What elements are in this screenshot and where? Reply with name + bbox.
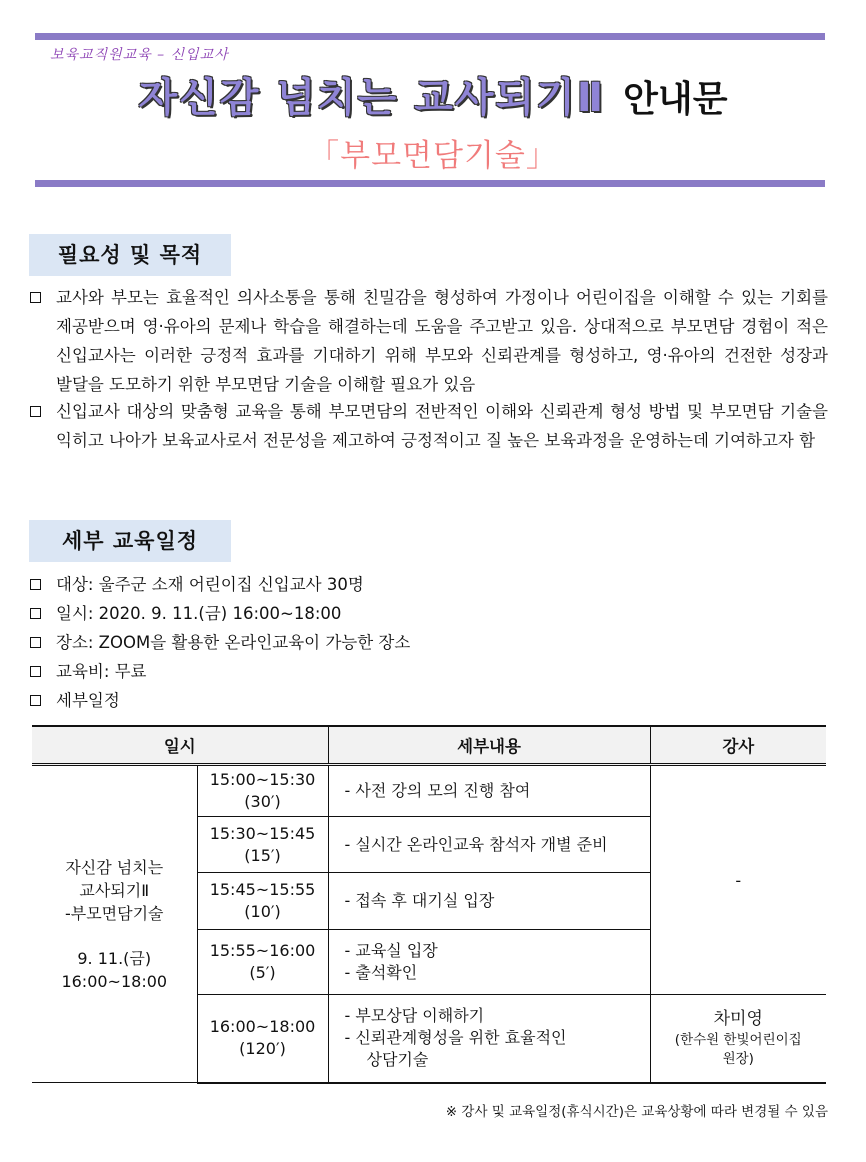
content-line: - 실시간 온라인교육 참석자 개별 준비 [344,834,608,854]
purpose-item: 교사와 부모는 효율적인 의사소통을 통해 친밀감을 형성하여 가정이나 어린이집을 이해할 수 있는 기회를 제공받으며 영·유아의 문제나 학습을 해결하는데 도움을 주고받고 있음. 상대적으로 부모면담 경험이 적은 신입교사는 이러한 긍정적 효과를 기대하기 위해 부모와 신뢰관계를 형성하고, 영·유아의 건전한 성장과 발달을 도모하기 위한 부모면담 기술을 이해할 필요가 있음 [56,288,828,394]
header-bottom-divider [35,180,825,187]
content-line: - 교육실 입장 [344,941,438,960]
session-time: 16:00~18:00 [61,971,168,991]
checkbox-bullet-icon [30,608,41,619]
time-cell [197,873,328,930]
content-cell [328,765,650,817]
time-range: 15:30~15:45 [209,823,316,843]
checkbox-bullet-icon [30,666,41,677]
detail-place: 장소: ZOOM을 활용한 온라인교육이 가능한 장소 [56,633,411,652]
detail-target: 대상: 울주군 소재 어린이집 신입교사 30명 [56,575,364,594]
content-line: - 부모상담 이해하기 [344,1006,485,1026]
checkbox-bullet-icon [30,406,41,417]
instructor-org-line2: 원장) [722,1051,754,1068]
page-title [0,66,866,123]
content-line: - 접속 후 대기실 입장 [344,891,495,910]
instructor-org-line1: (한수원 한빛어린이집 [674,1032,802,1049]
content-line: - 신뢰관계형성을 위한 효율적인 [344,1028,567,1048]
content-cell [328,995,650,1083]
detail-schedule-label: 세부일정 [56,691,120,710]
instructor-name: 차미영 [713,1009,763,1030]
checkbox-bullet-icon [30,579,41,590]
schedule-table [32,725,826,1084]
checkbox-bullet-icon [30,292,41,303]
content-line: 상담기술 [366,1050,429,1070]
time-duration: (15′) [244,845,281,865]
time-cell [197,765,328,817]
purpose-item: 신입교사 대상의 맞춤형 교육을 통해 부모면담의 전반적인 이해와 신뢰관계 형성 방법 및 부모면담 기술을 익히고 나아가 보육교사로서 전문성을 제고하여 긍정적이고 질 높은 보육과정을 운영하는데 기여하고자 함 [56,402,828,450]
time-duration: (10′) [244,902,281,921]
section-heading-purpose: 필요성 및 목적 [29,234,231,276]
time-cell [197,817,328,873]
section-heading-schedule: 세부 교육일정 [29,520,231,562]
content-line: - 사전 강의 모의 진행 참여 [344,781,531,800]
checkbox-bullet-icon [30,695,41,706]
page-title-main: 자신감 넘치는 교사되기Ⅱ [138,75,606,121]
header-content: 세부내용 [328,726,650,765]
instructor-cell-pre: - [650,765,826,995]
time-cell [197,930,328,995]
time-range: 15:55~16:00 [209,941,316,960]
time-range: 16:00~18:00 [209,1017,316,1037]
session-title-line2: 교사되기Ⅱ [79,880,150,900]
table-row [32,765,826,817]
time-cell [197,995,328,1083]
header-instructor: 강사 [650,726,826,765]
header-date: 일시 [32,726,328,765]
time-duration: (30′) [244,792,281,811]
content-cell [328,873,650,930]
detail-fee: 교육비: 무료 [56,662,147,681]
table-header-row [32,726,826,765]
session-title-line3: -부모면담기술 [64,903,164,923]
page-title-suffix: 안내문 [623,79,728,120]
header-subtitle: 보육교직원교육 – 신입교사 [50,47,229,63]
header-top-divider [35,33,825,40]
time-duration: (5′) [249,963,276,982]
session-date: 9. 11.(금) [77,948,152,968]
page-topic: 「부모면담기술」 [308,138,558,174]
instructor-cell-main [650,995,826,1083]
content-line: - 출석확인 [344,963,418,982]
content-cell [328,817,650,873]
time-duration: (120′) [239,1039,286,1059]
time-range: 15:00~15:30 [209,770,316,789]
schedule-footnote: ※ 강사 및 교육일정(휴식시간)은 교육상황에 따라 변경될 수 있음 [445,1104,828,1120]
time-range: 15:45~15:55 [209,880,316,899]
session-title-line1: 자신감 넘치는 [65,857,164,877]
content-cell [328,930,650,995]
session-cell [32,765,197,1083]
detail-date: 일시: 2020. 9. 11.(금) 16:00~18:00 [56,604,342,623]
checkbox-bullet-icon [30,637,41,648]
